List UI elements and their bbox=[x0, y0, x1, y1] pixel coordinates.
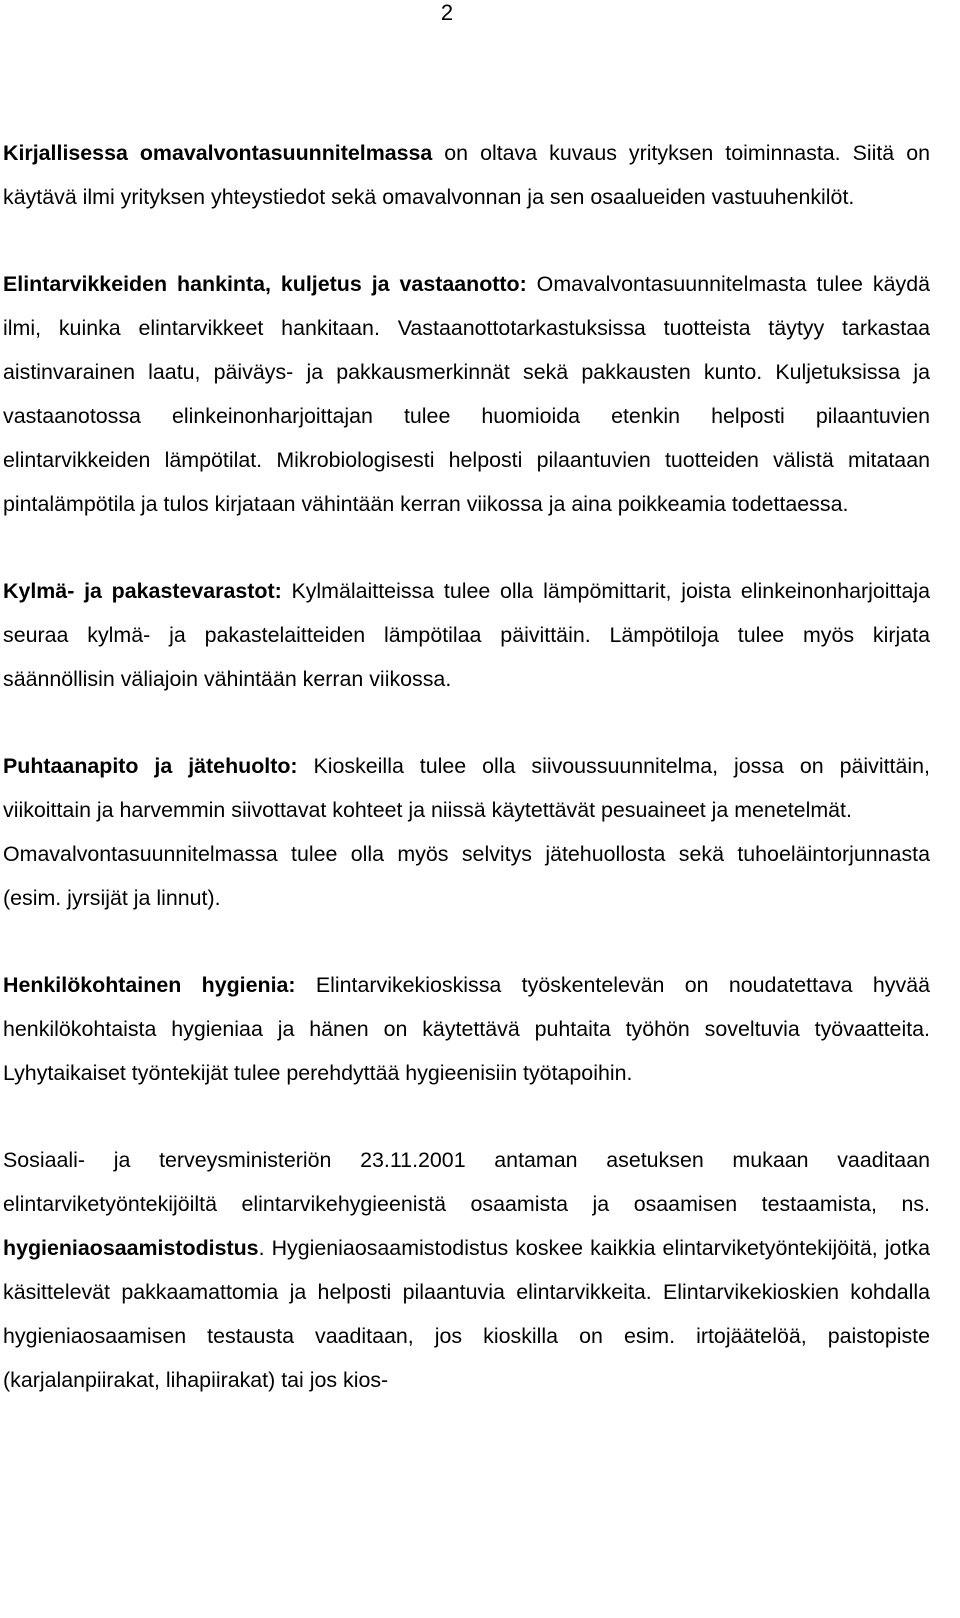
paragraph-cold-storage bbox=[3, 569, 930, 701]
paragraph-spacer bbox=[3, 701, 930, 744]
hygiene-certificate-term: hygieniaosaamistodistus bbox=[3, 1236, 259, 1260]
paragraph-heading: Kylmä- ja pakastevarastot: bbox=[3, 579, 282, 603]
paragraph-procurement-transport bbox=[3, 262, 930, 526]
paragraph-text: Omavalvontasuunnitelmassa tulee olla myös selvitys jätehuollosta sekä tuhoeläintorjunnasta (esim. jyrsijät ja linnut). bbox=[3, 842, 930, 910]
paragraph-spacer bbox=[3, 1095, 930, 1138]
paragraph-heading: Elintarvikkeiden hankinta, kuljetus ja vastaanotto: bbox=[3, 272, 527, 296]
paragraph-heading: Puhtaanapito ja jätehuolto: bbox=[3, 754, 298, 778]
paragraph-waste-pest-control bbox=[3, 832, 930, 920]
paragraph-text: . Hygieniaosaamistodistus koskee kaikkia elintarviketyöntekijöitä, jotka käsittelevät pakkaamattomia ja helposti pilaantuvia elintarvikkeita. Elintarvikekioskien kohdalla hygieniaosaamisen testausta vaaditaan, jos kioskilla on esim. irtojäätelöä, paistopiste (karjalanpiirakat, lihapiirakat) tai jos kios- bbox=[3, 1236, 930, 1392]
document-body bbox=[3, 131, 930, 1402]
paragraph-text: Elintarvikekioskissa työskentelevän on noudatettava hyvää henkilökohtaista hygieniaa ja hänen on käytettävä puhtaita työhön soveltuvia työvaatteita. Lyhytaikaiset työntekijät tulee perehdyttää hygieenisiin työtapoihin. bbox=[3, 973, 930, 1085]
paragraph-text: Kioskeilla tulee olla siivoussuunnitelma, jossa on päivittäin, viikoittain ja harvemmin siivottavat kohteet ja niissä käytettävät pesuaineet ja menetelmät. bbox=[3, 754, 930, 822]
paragraph-heading: Kirjallisessa omavalvontasuunnitelmassa bbox=[3, 141, 433, 165]
paragraph-text: Omavalvontasuunnitelmasta tulee käydä ilmi, kuinka elintarvikkeet hankitaan. Vastaanottotarkastuksissa tuotteista täytyy tarkastaa aistinvarainen laatu, päiväys- ja pakkausmerkinnät sekä pakkausten kunto. Kuljetuksissa ja vastaanotossa elinkeinonharjoittajan tulee huomioida etenkin helposti pilaantuvien elintarvikkeiden lämpötilat. Mikrobiologisesti helposti pilaantuvien tuotteiden välistä mitataan pintalämpötila ja tulos kirjataan vähintään kerran viikossa ja aina poikkeamia todettaessa. bbox=[3, 272, 930, 516]
page-number: 2 bbox=[440, 0, 454, 25]
paragraph-text: Kylmälaitteissa tulee olla lämpömittarit, joista elinkeinonharjoittaja seuraa kylmä- ja pakastelaitteiden lämpötilaa päivittäin. Lämpötiloja tulee myös kirjata säännöllisin väliajoin vähintään kerran viikossa. bbox=[3, 579, 930, 691]
paragraph-spacer bbox=[3, 920, 930, 963]
paragraph-spacer bbox=[3, 219, 930, 262]
paragraph-personal-hygiene bbox=[3, 963, 930, 1095]
paragraph-spacer bbox=[3, 526, 930, 569]
paragraph-text: Sosiaali- ja terveysministeriön 23.11.2001 antaman asetuksen mukaan vaaditaan elintarviketyöntekijöiltä elintarvikehygieenistä osaamista ja osaamisen testaamista, ns. bbox=[3, 1148, 930, 1216]
paragraph-heading: Henkilökohtainen hygienia: bbox=[3, 973, 296, 997]
paragraph-text: on oltava kuvaus yrityksen toiminnasta. Siitä on käytävä ilmi yrityksen yhteystiedot sekä omavalvonnan ja sen osaalueiden vastuuhenkilöt. bbox=[3, 141, 930, 209]
paragraph-hygiene-certificate bbox=[3, 1138, 930, 1402]
paragraph-self-monitoring-plan bbox=[3, 131, 930, 219]
paragraph-cleaning-waste bbox=[3, 744, 930, 832]
